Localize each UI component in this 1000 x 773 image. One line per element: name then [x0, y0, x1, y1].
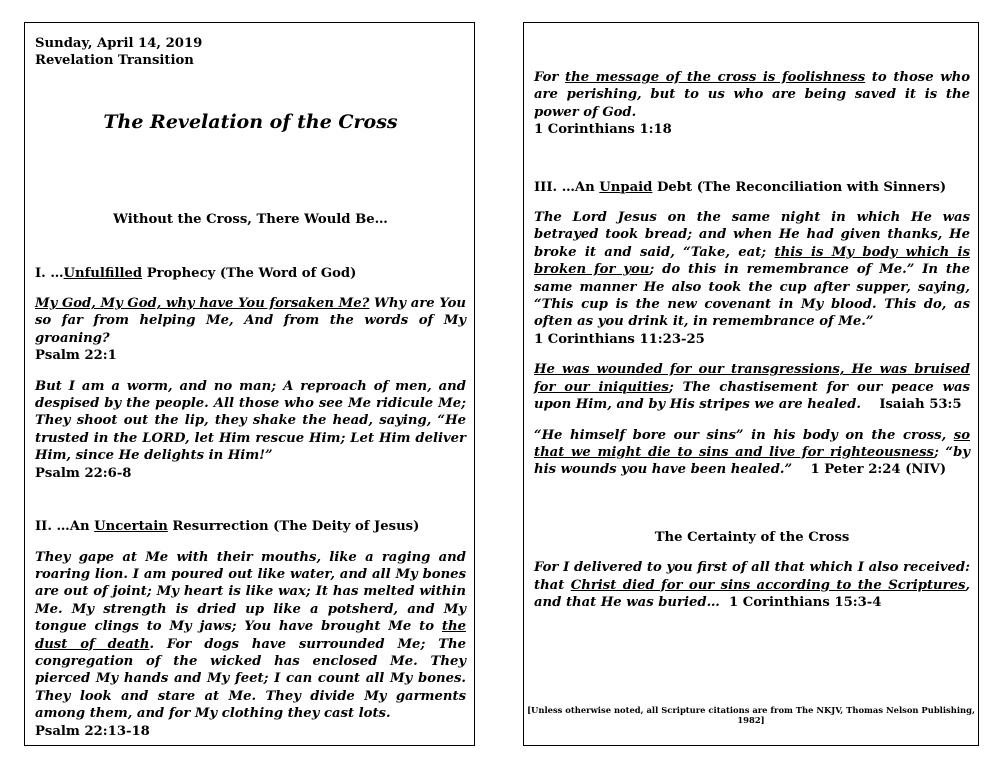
section-heading-certainty: The Certainty of the Cross — [654, 529, 850, 545]
section-heading-3: III. …An Unpaid Debt (The Reconciliation with Sinners) — [534, 179, 947, 195]
verse-1-cor-15-3: For I delivered to you first of all that which I also received: that Christ died for our sins according to the Scriptures, and that He was buried… 1 Corinthians 15:3-4 — [534, 560, 970, 610]
verse-1-peter-2-24: “He himself bore our sins” in his body on the cross, so that we might die to sins and live for righteousness; “by his wounds you have been healed.” 1 Peter 2:24 (NIV) — [534, 427, 970, 478]
verse-psalm-22-1: My God, My God, why have You forsaken Me? Why are You so far from helping Me, And from the words of My groaning? — [35, 296, 466, 346]
verse-1-cor-11-23: The Lord Jesus on the same night in which He was betrayed took bread; and when He had given thanks, He broke it and said, “Take, eat; this is My body which is broken for you; do this in remembrance of Me.” In the same manner He also took the cup after supper, saying, “This cup is the new covenant in My blood. This do, as often as you drink it, in remembrance of Me.” — [534, 210, 970, 330]
verse-reference: 1 Peter 2:24 (NIV) — [810, 462, 947, 478]
verse-reference: Psalm 22:1 — [35, 348, 117, 364]
key-word: Unfulfilled — [63, 265, 143, 281]
section-heading-2: II. …An Uncertain Resurrection (The Deity of Jesus) — [35, 519, 420, 535]
verse-reference: Isaiah 53:5 — [879, 397, 962, 413]
verse-1-cor-1-18: For the message of the cross is foolishness to those who are perishing, but to us who are being saved it is the power of God. — [534, 70, 971, 120]
verse-reference: Psalm 22:6-8 — [35, 465, 132, 481]
key-word: Uncertain — [94, 519, 168, 535]
page-title: The Revelation of the Cross — [103, 110, 398, 133]
subtitle: Without the Cross, There Would Be… — [113, 212, 388, 228]
key-word: Unpaid — [599, 179, 653, 195]
verse-reference: 1 Corinthians 1:18 — [534, 122, 672, 138]
verse-reference: 1 Corinthians 15:3-4 — [728, 594, 882, 610]
right-page — [523, 22, 979, 746]
verse-reference: 1 Corinthians 11:23-25 — [534, 331, 705, 347]
footnote: [Unless otherwise noted, all Scripture citations are from The NKJV, Thomas Nelson Publishing, 1982] — [527, 705, 975, 725]
verse-psalm-22-6: But I am a worm, and no man; A reproach of men, and despised by the people. All those who see Me ridicule Me; They shoot out the lip, they shake the head, saying, “He trusted in the LORD, let Him rescue Him; Let Him deliver Him, since He delights in Him!” — [35, 378, 466, 464]
left-page — [24, 22, 475, 746]
verse-reference: Psalm 22:13-18 — [35, 723, 150, 739]
section-heading-1: I. …Unfulfilled Prophecy (The Word of God) — [35, 265, 357, 281]
verse-psalm-22-13: They gape at Me with their mouths, like a raging and roaring lion. I am poured out like water, and all My bones are out of joint; My heart is like wax; It has melted within Me. My strength is dried up like a potsherd, and My tongue clings to My jaws; You have brought Me to the dust of death. For dogs have surrounded Me; The congregation of the wicked has enclosed Me. They pierced My hands and My feet; I can count all My bones. They look and stare at Me. They divide My garments among them, and for My clothing they cast lots. — [35, 549, 467, 722]
series-line: Revelation Transition — [35, 53, 194, 69]
date-line: Sunday, April 14, 2019 — [35, 36, 203, 51]
verse-isaiah-53-5: He was wounded for our transgressions, He was bruised for our iniquities; The chastisement for our peace was upon Him, and by His stripes we are healed. Isaiah 53:5 — [534, 362, 970, 413]
